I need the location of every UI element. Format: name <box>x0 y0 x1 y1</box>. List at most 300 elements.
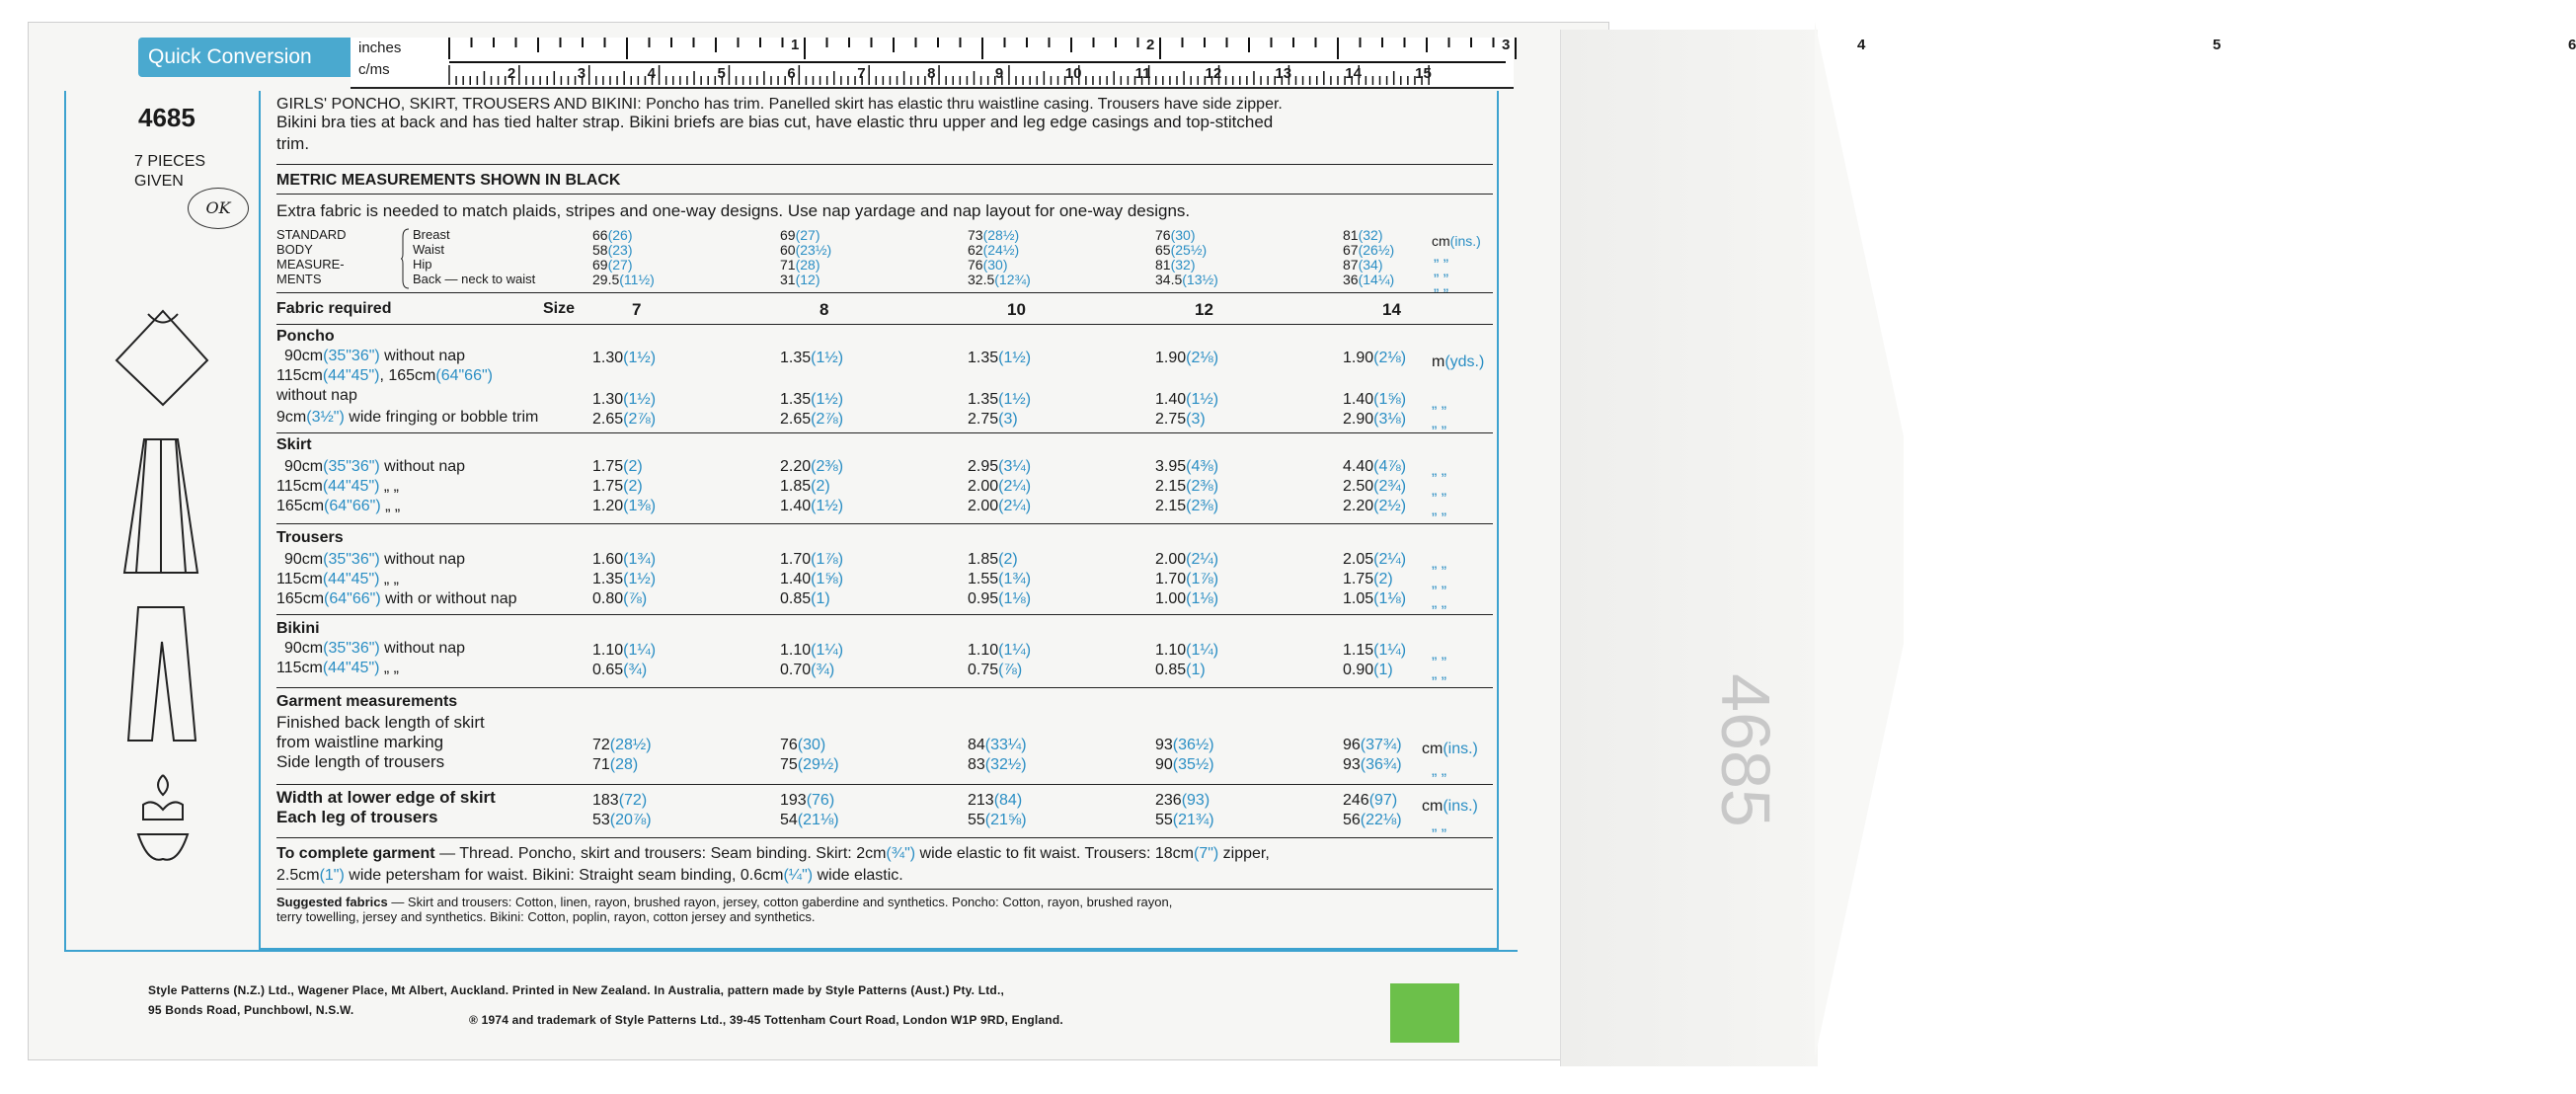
standard-value <box>592 227 632 243</box>
bikini-v1-imperial: (1¼) <box>1186 642 1219 659</box>
width-unit <box>1422 798 1478 816</box>
divider <box>276 523 1493 524</box>
poncho-v2 <box>1155 391 1218 409</box>
skirt-v3 <box>592 498 656 515</box>
standard-metric: 66 <box>592 227 608 243</box>
skirt-v1-metric: 2.20 <box>780 458 812 475</box>
skirt-v2-imperial: (2) <box>811 478 830 495</box>
standard-value <box>1343 257 1382 273</box>
poncho-v1-metric: 1.30 <box>592 350 624 366</box>
standard-imperial: (32) <box>1358 227 1383 243</box>
skirt-v1-metric: 3.95 <box>1155 458 1187 475</box>
standard-metric: 67 <box>1343 242 1359 258</box>
bikini-v2-imperial: (⅞) <box>998 662 1023 678</box>
poncho-row3-metric: 9cm <box>276 409 307 426</box>
standard-metric: 76 <box>968 257 983 273</box>
bikini-row2-text: „ „ <box>379 660 399 676</box>
trousers-v3-imperial: (1⅛) <box>1186 590 1219 607</box>
skirt-row1-metric: 90cm <box>284 458 324 475</box>
bikini-v1-metric: 1.10 <box>1155 642 1187 659</box>
trousers-v3-metric: 0.85 <box>780 590 812 607</box>
cm-mark: 13 <box>1275 65 1292 82</box>
bikini-v1-metric: 1.10 <box>780 642 812 659</box>
poncho-v2-metric: 1.35 <box>780 391 812 408</box>
poncho-v3 <box>1155 411 1206 429</box>
ditto-marks: „ „ <box>1432 646 1447 663</box>
skirt-v1-imperial: (4⅞) <box>1373 458 1407 475</box>
standard-label: MENTS <box>276 272 322 286</box>
standard-imperial: (28) <box>795 257 820 273</box>
trousers-v2-imperial: (1½) <box>623 571 657 587</box>
unit-ins: (ins.) <box>1443 741 1478 757</box>
skirt-v3-imperial: (1½) <box>811 498 844 514</box>
trousers-v1-imperial: (2¼) <box>1373 551 1407 568</box>
poncho-row1 <box>284 348 465 365</box>
width-v2 <box>592 812 652 829</box>
unit-yds: (yds.) <box>1444 353 1485 370</box>
trousers-v2-imperial: (2) <box>1373 571 1393 587</box>
inches-label: inches <box>358 39 402 56</box>
footer-line-2b: ® 1974 and trademark of Style Patterns Ltd., 39-45 Tottenham Court Road, London W1P 9RD, England. <box>469 1013 1063 1027</box>
standard-metric: 60 <box>780 242 796 258</box>
c1c: wide elastic to fit waist. Trousers: 18cm <box>915 845 1194 862</box>
standard-label: STANDARD <box>276 227 347 242</box>
pieces-given <box>134 152 205 192</box>
poncho-row1-metric: 90cm <box>284 348 324 364</box>
poncho-v3-metric: 2.65 <box>592 411 624 428</box>
skirt-v3-metric: 2.15 <box>1155 498 1187 514</box>
standard-metric: 87 <box>1343 257 1359 273</box>
cm-mark: 5 <box>717 65 726 82</box>
standard-metric: 36 <box>1343 272 1359 287</box>
width-v2-metric: 53 <box>592 812 610 828</box>
poncho-v2-imperial: (1½) <box>623 391 657 408</box>
bikini-row1-imperial: (35"36") <box>323 640 380 657</box>
c1a: — Thread. Poncho, skirt and trousers: Seam binding. Skirt: 2cm <box>434 845 887 862</box>
skirt-v3 <box>1155 498 1218 515</box>
standard-value <box>1155 272 1218 287</box>
bikini-v2-imperial: (¾) <box>623 662 648 678</box>
garment-l2: from waistline marking <box>276 733 444 751</box>
extra-fabric-note: Extra fabric is needed to match plaids, stripes and one-way designs. Use nap yardage and nap layout for one-way designs. <box>276 201 1191 220</box>
standard-metric: 76 <box>1155 227 1171 243</box>
skirt-v1 <box>592 458 643 476</box>
skirt-v2-metric: 1.85 <box>780 478 812 495</box>
standard-value <box>1343 242 1394 258</box>
standard-value <box>780 257 820 273</box>
garment-v2 <box>968 756 1027 774</box>
trousers-v2-imperial: (1⅞) <box>1186 571 1219 587</box>
garment-v1-imperial: (33¼) <box>984 737 1027 753</box>
poncho-v3-imperial: (2⅞) <box>811 411 844 428</box>
bikini-row2-metric: 115cm <box>276 660 323 676</box>
poncho-v3 <box>592 411 656 429</box>
bikini-v2 <box>592 662 647 679</box>
garment-v2-imperial: (29½) <box>797 756 839 773</box>
trousers-v2-metric: 1.70 <box>1155 571 1187 587</box>
ditto-marks: „ „ <box>1432 462 1447 479</box>
garment-v1-metric: 76 <box>780 737 798 753</box>
divider <box>276 324 1493 325</box>
standard-imperial: (12) <box>795 272 820 287</box>
trousers-row1-metric: 90cm <box>284 551 324 568</box>
ditto-marks: „ „ <box>1432 395 1447 412</box>
trousers-row3 <box>276 590 517 608</box>
standard-metric: 31 <box>780 272 796 287</box>
bikini-v1-imperial: (1¼) <box>998 642 1032 659</box>
garment-v2-metric: 93 <box>1343 756 1361 773</box>
standard-value <box>1155 242 1207 258</box>
standard-metric: 81 <box>1155 257 1171 273</box>
cm-mark: 4 <box>647 65 656 82</box>
standard-label: MEASURE- <box>276 257 345 272</box>
skirt-row2 <box>276 478 399 496</box>
standard-imperial: (27) <box>607 257 633 273</box>
fabric-required-label: Fabric required <box>276 300 392 317</box>
skirt-v3-imperial: (2⅜) <box>1186 498 1219 514</box>
ditto-marks: „ „ <box>1432 665 1447 682</box>
garment-v1-imperial: (28½) <box>609 737 652 753</box>
width-v2-imperial: (20⅞) <box>609 812 652 828</box>
size-7: 7 <box>632 300 642 319</box>
trousers-v2 <box>592 571 656 588</box>
trousers-row1-text: without nap <box>379 551 466 568</box>
skirt-v2-metric: 2.50 <box>1343 478 1374 495</box>
cm-mark: 8 <box>927 65 936 82</box>
standard-metric: 32.5 <box>968 272 995 287</box>
suggested-line1 <box>276 895 1172 909</box>
standard-value <box>780 227 820 243</box>
trousers-v3-imperial: (1) <box>811 590 830 607</box>
standard-metric: 65 <box>1155 242 1171 258</box>
trousers-v1-metric: 1.85 <box>968 551 999 568</box>
skirt-v1-metric: 4.40 <box>1343 458 1374 475</box>
garment-v1 <box>780 737 825 754</box>
width-v1-imperial: (76) <box>806 792 835 809</box>
standard-imperial: (24½) <box>982 242 1020 258</box>
garment-v1-imperial: (36½) <box>1172 737 1214 753</box>
skirt-row2-metric: 115cm <box>276 478 323 495</box>
width-v1 <box>1343 792 1397 810</box>
poncho-row3-imperial: (3½") <box>306 409 345 426</box>
skirt-v3 <box>1343 498 1406 515</box>
garment-v2-imperial: (28) <box>609 756 639 773</box>
skirt-v2-metric: 2.00 <box>968 478 999 495</box>
envelope-flap-tip <box>1815 22 1904 1058</box>
width-v1 <box>1155 792 1210 810</box>
garment-v2-imperial: (32½) <box>984 756 1027 773</box>
metric-heading: METRIC MEASUREMENTS SHOWN IN BLACK <box>276 172 621 189</box>
garment-v1-metric: 93 <box>1155 737 1173 753</box>
trousers-title: Trousers <box>276 529 344 546</box>
cm-mark: 14 <box>1345 65 1362 82</box>
trousers-v3 <box>592 590 647 608</box>
garment-v2 <box>780 756 839 774</box>
skirt-row1 <box>284 458 465 476</box>
size-12: 12 <box>1195 300 1213 319</box>
garment-v1 <box>592 737 652 754</box>
skirt-v1-imperial: (2) <box>623 458 643 475</box>
suggested-bold: Suggested fabrics <box>276 895 388 909</box>
complete-bold: To complete garment <box>276 845 435 862</box>
description-line-2: trim. <box>276 134 310 153</box>
skirt-v2-imperial: (2¾) <box>1373 478 1407 495</box>
divider <box>276 784 1493 785</box>
trousers-v3-imperial: (1⅛) <box>998 590 1032 607</box>
suggested-line2: terry towelling, jersey and synthetics. Bikini: Cotton, poplin, rayon, cotton jersey and synthetics. <box>276 909 816 924</box>
trousers-v2-imperial: (1⅝) <box>811 571 844 587</box>
width-v2-imperial: (21⅝) <box>984 812 1027 828</box>
bikini-v2 <box>968 662 1022 679</box>
trousers-v1-metric: 2.00 <box>1155 551 1187 568</box>
bikini-v1-metric: 1.10 <box>592 642 624 659</box>
cm-mark: 6 <box>787 65 796 82</box>
skirt-v2-metric: 1.75 <box>592 478 624 495</box>
trousers-v1-metric: 1.70 <box>780 551 812 568</box>
poncho-sketch <box>109 306 217 415</box>
standard-imperial: (23½) <box>795 242 832 258</box>
pattern-number: 4685 <box>138 103 195 132</box>
skirt-v2 <box>780 478 830 496</box>
cm-mark: 12 <box>1205 65 1222 82</box>
brace <box>401 229 411 288</box>
trousers-v2 <box>1343 571 1393 588</box>
poncho-v2-imperial: (1½) <box>998 391 1032 408</box>
garment-v2 <box>592 756 638 774</box>
green-swatch <box>1390 983 1459 1043</box>
c2b: (1") <box>319 867 345 884</box>
standard-imperial: (26½) <box>1358 242 1395 258</box>
garment-v1 <box>1343 737 1402 754</box>
s1: — Skirt and trousers: Cotton, linen, rayon, brushed rayon, jersey, cotton gaberdine and synthetics. Poncho: Cotton, rayon, brushed rayon, <box>387 895 1173 909</box>
width-v2 <box>1155 812 1214 829</box>
standard-value <box>968 257 1007 273</box>
c1e: zipper, <box>1218 845 1270 862</box>
standard-value <box>592 257 632 273</box>
skirt-title: Skirt <box>276 436 312 453</box>
width-v2 <box>1343 812 1402 829</box>
standard-metric: 81 <box>1343 227 1359 243</box>
ditto-marks: „ „ <box>1432 818 1447 834</box>
bikini-v1 <box>592 642 656 660</box>
standard-metric: 58 <box>592 242 608 258</box>
width-v1 <box>592 792 647 810</box>
width-v2-imperial: (21¾) <box>1172 812 1214 828</box>
skirt-v3-metric: 2.00 <box>968 498 999 514</box>
bikini-v1-imperial: (1¼) <box>811 642 844 659</box>
description-line-0: GIRLS' PONCHO, SKIRT, TROUSERS AND BIKINI: Poncho has trim. Panelled skirt has elastic thru waistline casing. Trousers have side zipper. <box>276 96 1283 113</box>
bikini-v2-imperial: (1) <box>1373 662 1393 678</box>
trousers-v3-metric: 1.05 <box>1343 590 1374 607</box>
footer-line-2a: 95 Bonds Road, Punchbowl, N.S.W. <box>148 1003 354 1017</box>
trousers-v1-metric: 1.60 <box>592 551 624 568</box>
skirt-v1-metric: 1.75 <box>592 458 624 475</box>
skirt-row2-imperial: (44"45") <box>322 478 380 495</box>
size-10: 10 <box>1007 300 1026 319</box>
complete-line1 <box>276 845 1270 863</box>
trousers-row1 <box>284 551 465 569</box>
description-line-1: Bikini bra ties at back and has tied halter strap. Bikini briefs are bias cut, have elastic thru upper and leg edge casings and top-stitched <box>276 113 1274 131</box>
garment-v2-metric: 75 <box>780 756 798 773</box>
cm-mark: 2 <box>507 65 516 82</box>
trousers-v2-metric: 1.35 <box>592 571 624 587</box>
ditto-marks: „ „ <box>1432 482 1447 499</box>
ok-handwritten-mark: OK <box>188 188 249 229</box>
poncho-unit <box>1432 353 1484 371</box>
standard-value <box>780 242 831 258</box>
bikini-row2-imperial: (44"45") <box>322 660 380 676</box>
trousers-row2-imperial: (44"45") <box>322 571 380 587</box>
poncho-v1 <box>968 350 1031 367</box>
poncho-v2-metric: 1.30 <box>592 391 624 408</box>
skirt-sketch <box>117 434 205 583</box>
pieces-line2: GIVEN <box>134 173 184 190</box>
bikini-row1 <box>284 640 465 658</box>
garment-v2 <box>1155 756 1214 774</box>
standard-value <box>1155 227 1195 243</box>
standard-value <box>968 272 1031 287</box>
poncho-v2-imperial: (1⅝) <box>1373 391 1407 408</box>
width-v2-metric: 54 <box>780 812 798 828</box>
skirt-v3-metric: 1.20 <box>592 498 624 514</box>
bikini-v2 <box>1155 662 1206 679</box>
bikini-row1-text: without nap <box>379 640 466 657</box>
poncho-v3-metric: 2.65 <box>780 411 812 428</box>
skirt-v2-metric: 2.15 <box>1155 478 1187 495</box>
p-i2: (64"66") <box>435 367 493 384</box>
trousers-v3-imperial: (1⅛) <box>1373 590 1407 607</box>
trousers-v3 <box>968 590 1031 608</box>
cm-mark: 3 <box>577 65 586 82</box>
c2c: wide petersham for waist. Bikini: Straight seam binding, 0.6cm <box>344 867 784 884</box>
trousers-v1-metric: 2.05 <box>1343 551 1374 568</box>
standard-imperial: (26) <box>607 227 633 243</box>
garment-v1-metric: 96 <box>1343 737 1361 753</box>
trousers-v3-metric: 0.95 <box>968 590 999 607</box>
standard-value <box>968 242 1019 258</box>
poncho-v3 <box>1343 411 1406 429</box>
skirt-v2 <box>592 478 643 496</box>
poncho-title: Poncho <box>276 328 335 345</box>
standard-imperial: (28½) <box>982 227 1020 243</box>
trousers-v1 <box>1343 551 1406 569</box>
divider <box>276 889 1493 890</box>
skirt-row3-metric: 165cm <box>276 498 325 514</box>
width-v2 <box>968 812 1027 829</box>
ditto-marks: „ „ <box>1434 263 1449 279</box>
cm-mark: 11 <box>1134 65 1151 82</box>
divider <box>276 614 1493 615</box>
width-v1-imperial: (84) <box>993 792 1023 809</box>
ditto-marks: „ „ <box>1434 248 1449 265</box>
garment-l1: Finished back length of skirt <box>276 713 485 732</box>
poncho-row2b: without nap <box>276 387 357 404</box>
divider <box>276 432 1493 433</box>
skirt-v1-metric: 2.95 <box>968 458 999 475</box>
c2a: 2.5cm <box>276 867 320 884</box>
skirt-v2 <box>968 478 1031 496</box>
standard-imperial: (32) <box>1170 257 1196 273</box>
width-l2: Each leg of trousers <box>276 808 438 826</box>
skirt-v1-imperial: (4⅜) <box>1186 458 1219 475</box>
poncho-v1-imperial: (1½) <box>998 350 1032 366</box>
p-m: 115cm <box>276 367 323 384</box>
standard-metric: 34.5 <box>1155 272 1183 287</box>
trousers-row2 <box>276 571 399 588</box>
divider <box>276 687 1493 688</box>
bikini-v2-metric: 0.65 <box>592 662 624 678</box>
width-v1-metric: 246 <box>1343 792 1369 809</box>
cms-label: c/ms <box>358 61 390 78</box>
skirt-v3-metric: 1.40 <box>780 498 812 514</box>
bikini-v1 <box>968 642 1031 660</box>
conversion-ruler <box>351 37 2576 89</box>
poncho-v2 <box>968 391 1031 409</box>
divider <box>276 194 1493 195</box>
bikini-v2-imperial: (¾) <box>811 662 835 678</box>
c1b: (¾") <box>886 845 916 862</box>
standard-imperial: (34) <box>1358 257 1383 273</box>
standard-imperial: (30) <box>1170 227 1196 243</box>
garment-v2 <box>1343 756 1402 774</box>
poncho-v1 <box>780 350 843 367</box>
poncho-v1 <box>1155 350 1218 367</box>
c2d: (¼") <box>783 867 814 884</box>
ditto-marks: „ „ <box>1432 555 1447 572</box>
skirt-v2-imperial: (2¼) <box>998 478 1032 495</box>
ditto-marks: „ „ <box>1432 502 1447 518</box>
standard-row-label: Breast <box>413 227 450 242</box>
standard-imperial: (13½) <box>1182 272 1218 287</box>
trousers-v2-metric: 1.75 <box>1343 571 1374 587</box>
unit-ins: (ins.) <box>1449 233 1481 249</box>
cm-mark: 10 <box>1064 65 1082 82</box>
width-v1 <box>780 792 834 810</box>
poncho-v3 <box>968 411 1018 429</box>
trousers-v3 <box>1155 590 1218 608</box>
poncho-row3 <box>276 409 538 427</box>
width-v1-imperial: (93) <box>1181 792 1210 809</box>
poncho-v1-metric: 1.90 <box>1155 350 1187 366</box>
standard-imperial: (11½) <box>619 272 655 287</box>
trousers-v2 <box>780 571 843 588</box>
unit-cm: cm <box>1422 798 1444 815</box>
garment-v2-metric: 83 <box>968 756 985 773</box>
standard-imperial: (30) <box>982 257 1008 273</box>
cm-mark: 9 <box>994 65 1004 82</box>
standard-label: BODY <box>276 242 313 257</box>
poncho-v2-imperial: (1½) <box>811 391 844 408</box>
trousers-v2-metric: 1.55 <box>968 571 999 587</box>
standard-unit <box>1432 233 1481 249</box>
trousers-v3 <box>1343 590 1406 608</box>
width-v2-imperial: (22⅛) <box>1360 812 1402 828</box>
skirt-row1-text: without nap <box>379 458 466 475</box>
p-i: (44"45") <box>322 367 380 384</box>
garment-unit <box>1422 741 1478 758</box>
trousers-v1-imperial: (1¾) <box>623 551 657 568</box>
skirt-v3 <box>968 498 1031 515</box>
inch-mark: 4 <box>1857 37 1866 53</box>
poncho-v2-metric: 1.35 <box>968 391 999 408</box>
width-v2-metric: 55 <box>968 812 985 828</box>
standard-metric: 73 <box>968 227 983 243</box>
bikini-v1-metric: 1.10 <box>968 642 999 659</box>
unit-cm: cm <box>1422 741 1444 757</box>
poncho-v2-metric: 1.40 <box>1155 391 1187 408</box>
standard-value <box>1343 227 1382 243</box>
envelope-flap <box>1560 30 1818 1066</box>
